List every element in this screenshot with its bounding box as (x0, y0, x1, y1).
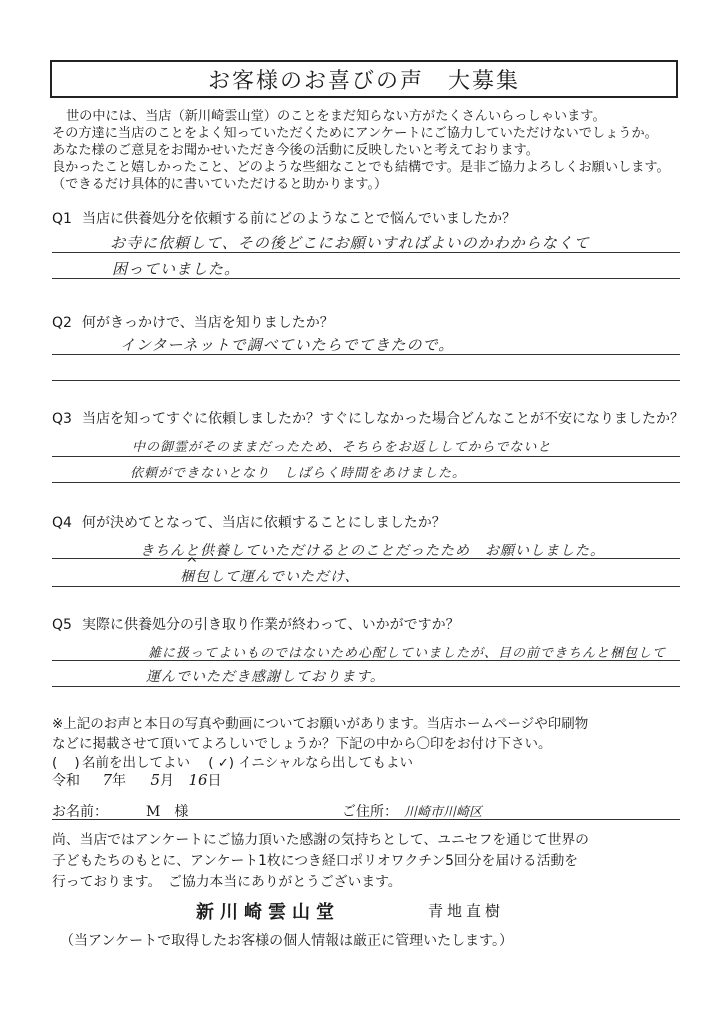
answer-rule (52, 686, 680, 687)
customer-rule (52, 819, 680, 820)
privacy-note: （当アンケートで取得したお客様の個人情報は厳正に管理いたします。） (60, 933, 514, 949)
option-name-ok[interactable] (52, 751, 190, 771)
answer-rule (52, 380, 680, 381)
answer-rule (52, 558, 680, 559)
question-1 (52, 208, 516, 228)
closing-line: 尚、当店ではアンケートにご協力頂いた感謝の気持ちとして、ユニセフを通じて世界の (52, 832, 589, 848)
option-label: 名前を出してよい (82, 755, 190, 771)
question-2 (52, 312, 334, 332)
intro-paragraph (52, 108, 692, 193)
date-day: 16 (188, 771, 208, 789)
answer-5-line-1: 雑に扱ってよいものではないため心配していましたが、目の前できちんと梱包して (148, 646, 667, 661)
answer-2-line-1: インターネットで調べていたらでてきたので。 (120, 336, 455, 354)
answer-rule (52, 660, 680, 661)
notice-line: ※上記のお声と本日の写真や動画についてお願いがあります。当店ホームページや印刷物 (52, 716, 589, 732)
question-5 (52, 614, 460, 634)
notice-line: などに掲載させて頂いてよろしいでしょうか？下記の中から〇印をお付け下さい。 (52, 736, 552, 752)
closing-line: 子どもたちのもとに、アンケート1枚につき経口ポリオワクチン5回分を届ける活動を (52, 853, 579, 869)
check-mark-icon: ✓ (217, 756, 229, 771)
answer-rule (52, 252, 680, 253)
answer-4-line-2: 梱包して運んでいただけ、 (180, 569, 360, 585)
closing-line: 行っております。 ご協力本当にありがとうございます。 (52, 874, 402, 890)
date-line (52, 770, 222, 790)
date-month-unit: 月 (160, 773, 174, 789)
answer-rule (52, 586, 680, 587)
date-day-unit: 日 (207, 773, 222, 789)
question-3 (52, 408, 684, 428)
answer-rule (52, 482, 680, 483)
intro-line: その方達に当店のことをよく知っていただくためにアンケートにご協力していただけないでしょうか。 (52, 126, 658, 141)
answer-5-line-2: 運んでいただき感謝しております。 (146, 669, 385, 685)
date-year-unit: 年 (112, 773, 126, 789)
question-text: 何が決めてとなって、当店に依頼することにしましたか？ (82, 515, 446, 531)
intro-line: 良かったこと嬉しかったこと、どのような些細なことでも結構です。是非ご協力よろしくお願いします。 (52, 160, 670, 175)
date-month: 5 (150, 771, 160, 789)
customer-name: M 様 (146, 804, 189, 820)
answer-3-line-1: 中の御霊がそのままだったため、そちらをお返ししてからでないと (132, 440, 552, 455)
question-number: Q5 (52, 617, 72, 633)
answer-rule (52, 354, 680, 355)
answer-3-line-2: 依頼ができないとなり しばらく時間をあけました。 (130, 466, 467, 481)
option-checkbox[interactable]: ( ✓) (208, 755, 235, 771)
answer-1-line-2: 困っていました。 (112, 260, 241, 278)
publication-options (52, 751, 427, 771)
question-4 (52, 512, 446, 532)
answer-1-line-1: お寺に依頼して、その後どこにお願いすればよいのかわからなくて (110, 234, 590, 252)
question-number: Q3 (52, 411, 72, 427)
address-label: ご住所： (342, 804, 398, 820)
intro-line: あなた様のご意見をお聞かせいただき今後の活動に反映したいと考えております。 (52, 143, 539, 158)
option-checkbox[interactable]: ( ) (52, 755, 80, 771)
shop-name: 新川崎雲山堂 (196, 902, 340, 923)
option-initial-ok[interactable] (208, 751, 413, 771)
question-number: Q4 (52, 515, 72, 531)
page-title: お客様のお喜びの声 大募集 (50, 60, 678, 98)
question-text: 当店に供養処分を依頼する前にどのようなことで悩んでいましたか？ (82, 211, 516, 227)
question-text: 実際に供養処分の引き取り作業が終わって、いかがですか？ (82, 617, 460, 633)
date-year: 7 (102, 771, 112, 789)
question-text: 何がきっかけで、当店を知りましたか？ (82, 315, 334, 331)
date-era: 令和 (52, 773, 80, 789)
question-text: 当店を知ってすぐに依頼しましたか？すぐにしなかった場合どんなことが不安になりましたか？ (82, 411, 684, 427)
owner-name: 青地直樹 (428, 902, 505, 920)
intro-line: 世の中には、当店（新川崎雲山堂）のことをまだ知らない方がたくさんいらっしゃいます。 (66, 109, 606, 124)
answer-4-line-1: きちんと供養していただけるとのことだったため お願いしました。 (140, 543, 605, 559)
question-number: Q1 (52, 211, 72, 227)
customer-address: 川崎市川崎区 (404, 805, 483, 820)
publication-notice (52, 714, 588, 754)
closing-message (52, 830, 589, 893)
answer-rule (52, 456, 680, 457)
insertion-caret: ^ (186, 556, 198, 572)
option-label: イニシャルなら出してもよい (238, 755, 413, 771)
name-label: お名前： (52, 804, 108, 820)
intro-line: （できるだけ具体的に書いていただけると助かります。） (52, 177, 388, 192)
answer-rule (52, 278, 680, 279)
question-number: Q2 (52, 315, 72, 331)
